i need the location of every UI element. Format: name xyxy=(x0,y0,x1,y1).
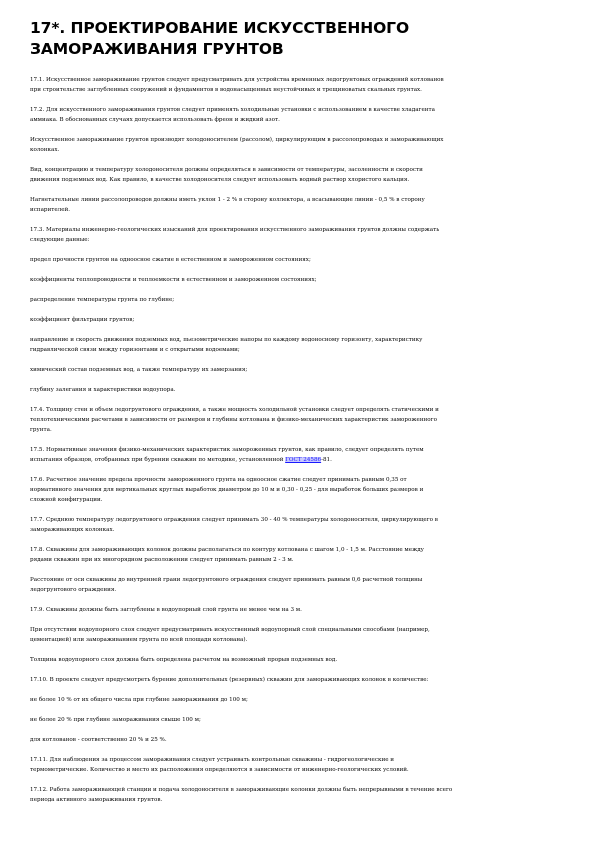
document-body xyxy=(30,75,565,805)
paragraph-line: 17.12. Работа замораживающей станции и подача холодоносителя в замораживающие колонки должны быть непрерывными в течение всего xyxy=(30,787,453,793)
paragraph-line: для котлованов - соответственно 20 % и 25 %. xyxy=(30,737,167,743)
paragraph-gap xyxy=(30,745,565,755)
paragraph-line: не более 20 % при глубине замораживания свыше 100 м; xyxy=(30,717,201,723)
paragraph xyxy=(30,445,565,465)
page-title xyxy=(30,18,565,60)
paragraph-line: Нагнетательные линии рассолопроводов должны иметь уклон 1 - 2 % в сторону коллектора, а всасывающие линии - 0,5 % в сторону xyxy=(30,197,425,203)
paragraph-line: испарителей. xyxy=(30,207,71,213)
paragraph-line: гидравлической связи между горизонтами и с открытыми водоемами; xyxy=(30,347,240,353)
paragraph-gap xyxy=(30,355,565,365)
paragraph-line: Толщина водоупорного слоя должна быть определена расчетом на возможный прорыв подземных вод. xyxy=(30,657,338,663)
paragraph-line: термометрические. Количество и место их расположения определяются в зависимости от инженерно-геологических условий. xyxy=(30,767,409,773)
paragraph xyxy=(30,575,565,595)
paragraph-gap xyxy=(30,775,565,785)
paragraph xyxy=(30,755,565,775)
title-line-1: 17*. ПРОЕКТИРОВАНИЕ ИСКУССТВЕННОГО xyxy=(30,19,410,37)
paragraph-line: теплотехническими расчетами в зависимости от размеров и глубины котлована и физико-механических характеристик замороженного xyxy=(30,417,437,423)
paragraph-gap xyxy=(30,325,565,335)
paragraph xyxy=(30,715,565,725)
paragraph xyxy=(30,385,565,395)
paragraph-line: предел прочности грунтов на одноосное сжатие в естественном и замороженном состояниях; xyxy=(30,257,311,263)
paragraph-gap xyxy=(30,185,565,195)
paragraph-line: 17.9. Скважины должны быть заглублены в водоупорный слой грунта не менее чем на 3 м. xyxy=(30,607,302,613)
paragraph-gap xyxy=(30,725,565,735)
paragraph-line: глубину залегания и характеристики водоупора. xyxy=(30,387,176,393)
paragraph xyxy=(30,315,565,325)
paragraph xyxy=(30,655,565,665)
paragraph-gap xyxy=(30,665,565,675)
paragraph-line: При отсутствии водоупорного слоя следует предусматривать искусственный водоупорный слой специальными способами (например, xyxy=(30,627,430,633)
paragraph-line: не более 10 % от их общего числа при глубине замораживания до 100 м; xyxy=(30,697,248,703)
paragraph xyxy=(30,515,565,535)
paragraph xyxy=(30,295,565,305)
paragraph-line: 17.3. Материалы инженерно-геологических изысканий для проектирования искусственного замораживания грунтов должны содержать xyxy=(30,227,440,233)
paragraph-line: коэффициенты теплопроводности и теплоемкости в естественном и замороженном состояниях; xyxy=(30,277,317,283)
paragraph-line: аммиака. В обоснованных случаях допускается использовать фреон и жидкий азот. xyxy=(30,117,280,123)
paragraph xyxy=(30,605,565,615)
paragraph-line: 17.8. Скважины для замораживающих колонок должны располагаться по контуру котлована с шагом 1,0 - 1,5 м. Расстояние между xyxy=(30,547,424,553)
paragraph-gap xyxy=(30,395,565,405)
paragraph-gap xyxy=(30,155,565,165)
paragraph xyxy=(30,105,565,125)
paragraph xyxy=(30,675,565,685)
paragraph-line: 17.1. Искусственное замораживание грунтов следует предусматривать для устройства временных ледогрунтовых ограждений котлованов xyxy=(30,77,444,83)
paragraph xyxy=(30,405,565,435)
paragraph xyxy=(30,695,565,705)
paragraph-gap xyxy=(30,435,565,445)
paragraph-gap xyxy=(30,705,565,715)
paragraph xyxy=(30,735,565,745)
paragraph-gap xyxy=(30,645,565,655)
gost-link[interactable]: ГОСТ 24586 xyxy=(285,457,322,463)
paragraph-gap xyxy=(30,95,565,105)
paragraph-line: распределение температуры грунта по глубине; xyxy=(30,297,175,303)
paragraph-line: 17.11. Для наблюдения за процессом замораживания следует устраивать контрольные скважины - гидрогеологические и xyxy=(30,757,395,763)
paragraph-gap xyxy=(30,245,565,255)
paragraph xyxy=(30,225,565,245)
paragraph-gap xyxy=(30,215,565,225)
paragraph-line: рядами скважин при их многорядном расположении следует принимать равным 2 - 3 м. xyxy=(30,557,294,563)
paragraph-line: нормативного значения для вертикальных круглых выработок диаметром до 10 м и 0,30 - 0,25 - для выработок больших размеров и xyxy=(30,487,424,493)
paragraph-line: ледогрунтового ограждения. xyxy=(30,587,117,593)
paragraph xyxy=(30,475,565,505)
paragraph-gap xyxy=(30,685,565,695)
paragraph-line: 17.10. В проекте следует предусмотреть бурение дополнительных (резервных) скважин для замораживающих колонок в количестве: xyxy=(30,677,429,683)
paragraph-line: 17.4. Толщину стен и объем ледогрунтового ограждения, а также мощность холодильной установки следует определять статическими и xyxy=(30,407,439,413)
paragraph-line: испытания образцов, отобранных при бурении скважин по методике, установленной ГОСТ 24586-81. xyxy=(30,457,332,463)
paragraph xyxy=(30,785,565,805)
paragraph-line: колонках. xyxy=(30,147,60,153)
paragraph-line: Искусственное замораживание грунтов производят холодоносителем (рассолом), циркулирующим в рассолопроводах и замораживающих xyxy=(30,137,444,143)
paragraph xyxy=(30,275,565,285)
paragraph-line: химический состав подземных вод, а также температуру их замерзания; xyxy=(30,367,248,373)
paragraph xyxy=(30,335,565,355)
paragraph-line: 17.2. Для искусственного замораживания грунтов следует применять холодильные установки с использованием в качестве хладагента xyxy=(30,107,435,113)
title-line-2: ЗАМОРАЖИВАНИЯ ГРУНТОВ xyxy=(30,40,284,58)
paragraph-line: Вид, концентрацию и температуру холодоносителя должны определяться в зависимости от температуры, засоленности и скорости xyxy=(30,167,423,173)
paragraph-line: грунта. xyxy=(30,427,52,433)
paragraph-gap xyxy=(30,265,565,275)
paragraph-gap xyxy=(30,505,565,515)
paragraph-line: сложной конфигурации. xyxy=(30,497,103,503)
paragraph-line: направление и скорость движения подземных вод, пьезометрические напоры по каждому водоносному горизонту, характеристику xyxy=(30,337,423,343)
paragraph xyxy=(30,255,565,265)
paragraph xyxy=(30,625,565,645)
paragraph-line: 17.7. Среднюю температуру ледогрунтового ограждения следует принимать 30 - 40 % температуры холодоносителя, циркулирующего в xyxy=(30,517,438,523)
paragraph xyxy=(30,195,565,215)
paragraph xyxy=(30,75,565,95)
paragraph-gap xyxy=(30,285,565,295)
paragraph-gap xyxy=(30,565,565,575)
paragraph xyxy=(30,365,565,375)
paragraph-line: замораживающих колонках. xyxy=(30,527,115,533)
paragraph-line: коэффициент фильтрации грунтов; xyxy=(30,317,135,323)
paragraph-line: движения подземных вод. Как правило, в качестве холодоносителя следует использовать водный раствор хлористого кальция. xyxy=(30,177,410,183)
paragraph-gap xyxy=(30,615,565,625)
paragraph-line: 17.5. Нормативные значения физико-механических характеристик замороженных грунтов, как правило, следует определять путем xyxy=(30,447,424,453)
paragraph-line: следующие данные: xyxy=(30,237,90,243)
paragraph-line: Расстояние от оси скважины до внутренней грани ледогрунтового ограждения следует принимать равным 0,6 расчетной толщины xyxy=(30,577,423,583)
paragraph xyxy=(30,165,565,185)
paragraph-gap xyxy=(30,125,565,135)
paragraph-gap xyxy=(30,375,565,385)
paragraph-gap xyxy=(30,535,565,545)
paragraph-gap xyxy=(30,595,565,605)
paragraph-gap xyxy=(30,465,565,475)
paragraph-line: при строительстве заглубленных сооружений и фундаментов в водонасыщенных неустойчивых и трещиноватых скальных грунтах. xyxy=(30,87,422,93)
paragraph-line: цементацией) или замораживанием грунта по всей площади котлована). xyxy=(30,637,248,643)
paragraph xyxy=(30,545,565,565)
paragraph-gap xyxy=(30,305,565,315)
paragraph-line: 17.6. Расчетное значение предела прочности замороженного грунта на одноосное сжатие следует принимать равным 0,35 от xyxy=(30,477,407,483)
paragraph-line: периода активного замораживания грунтов. xyxy=(30,797,163,803)
paragraph xyxy=(30,135,565,155)
